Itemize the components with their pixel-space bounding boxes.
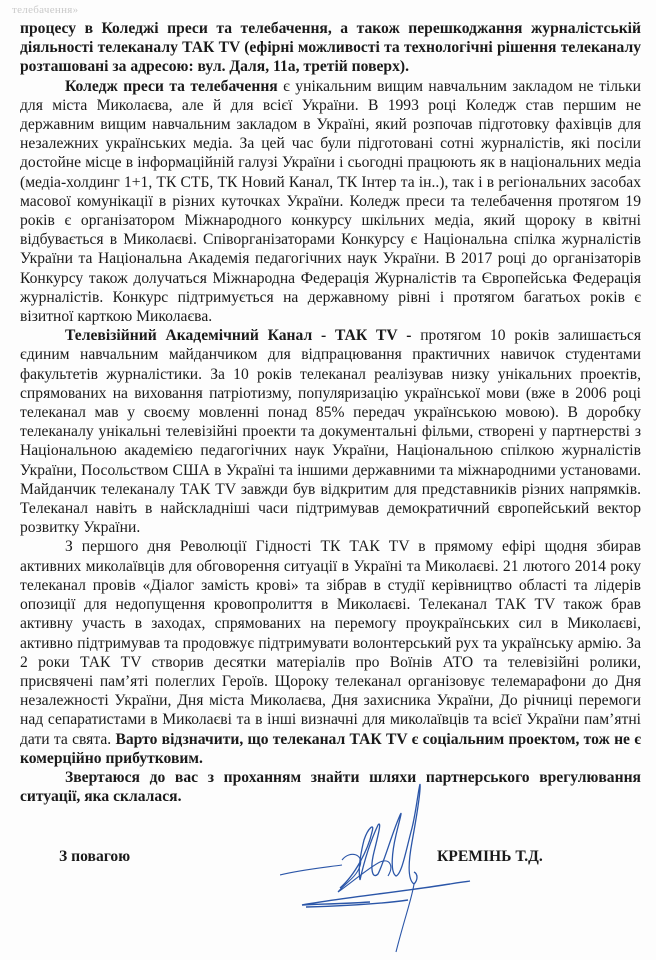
signature-tail bbox=[396, 884, 414, 952]
closing-phrase: З повагою bbox=[59, 848, 131, 865]
signature-row bbox=[0, 848, 656, 878]
bleed-through-ghost bbox=[60, 828, 64, 844]
paragraph bbox=[20, 326, 641, 537]
signature-underline bbox=[302, 881, 470, 907]
bold-text-segment: процесу в Коледжі преси та телебачення, а також перешкоджання журналістській діяльності телеканалу ТАК TV (ефірні можливості та технологічні рішення телеканалу розташовані за адресою: вул. Даля, 11а, третій поверх). bbox=[20, 20, 641, 76]
text-segment: протягом 10 років залишається єдиним навчальним майданчиком для відпрацювання практичних навичок студентами факультетів журналістики. За 10 років телеканал реалізував низку унікальних проектів, спрямованих на виховання патріотизму, популяризацію української мови (вже в 2006 році телеканал мав у своєму мовленні понад 85% передач українською мовою). В доробку телеканалу унікальні телевізійні проекти та документальні фільми, створені у партнерстві з Національною академією педагогічних наук України, Національною спілкою журналістів України, Посольством США в Україні та іншими державними та міжнародними установами. Майданчик телеканалу ТАК TV завжди був відкритим для представників різних напрямків. Телеканал навіть в найскладніші часи підтримував демократичний європейський вектор розвитку України. bbox=[20, 327, 641, 537]
bleed-through-text: телебачення» bbox=[12, 4, 79, 16]
bold-text-segment: Варто відзначити, що телеканал ТАК TV є соціальним проектом, тож не є комерційно прибутковим. bbox=[20, 730, 641, 767]
text-segment: З першого дня Революції Гідності ТК ТАК TV в прямому ефірі щодня збирав активних миколаївців для обговорення ситуації в Україні та Миколаєві. 21 лютого 2014 року телеканал провів «Діалог замість крові» та зібрав в студії керівництво області та лідерів опозиції для недопущення кровопролиття в Миколаєві. Телеканал ТАК TV також брав активну участь в заходах, спрямованих на перемогу проукраїнських сил в Миколаєві, активно підтримував та продовжує підтримувати волонтерський рух та українську армію. За 2 роки ТАК TV створив десятки матеріалів про Воїнів АТО та телевізійні ролики, присвячені пам’яті полеглих Героїв. Щороку телеканал організовує телемарафони до Дня незалежності України, Дня міста Миколаєва, Дня захисника України, До річниці перемоги над сепаратистами в Миколаєві та в інші визначні для миколаївців та всієї України пам’ятні дати та свята. bbox=[20, 538, 641, 748]
paragraph bbox=[20, 537, 641, 767]
text-segment: є унікальним вищим навчальним закладом не тільки для міста Миколаєва, але й для всієї України. В 1993 році Коледж став першим не державним вищим навчальним закладом в Україні, який розпочав підготовку фахівців для незалежних українських медіа. За цей час були підготовані сотні журналістів, які посіли достойне місце в інформаційній галузі України і сьогодні працюють як в національних медіа (медіа-холдинг 1+1, ТК СТБ, ТК Новий Канал, ТК Інтер та ін..), так і в регіональних засобах масової комунікації в різних куточках України. Коледж преси та телебачення протягом 19 років є організатором Міжнародного конкурсу шкільних медіа, який щороку в квітні відбувається в Миколаєві. Співорганізаторами Конкурсу є Національна спілка журналістів України та Національна Академія педагогічних наук України. В 2017 році до організаторів Конкурсу також долучаться Міжнародна Федерація Журналістів та Європейська Федерація журналістів. Конкурс підтримується на державному рівні і протягом багатьох років є візитної карткою Миколаєва. bbox=[20, 77, 642, 326]
letter-body bbox=[20, 19, 641, 806]
bold-text-segment: Коледж преси та телебачення bbox=[65, 77, 278, 95]
signer-name: КРЕМІНЬ Т.Д. bbox=[437, 848, 543, 865]
paragraph bbox=[20, 19, 641, 77]
bold-text-segment: Телевізійний Академічний Канал - ТАК TV - bbox=[65, 327, 412, 345]
paragraph bbox=[20, 77, 641, 327]
bold-text-segment: Звертаюся до вас з проханням знайти шляхи партнерського врегулювання ситуації, яка склалася. bbox=[20, 768, 641, 806]
